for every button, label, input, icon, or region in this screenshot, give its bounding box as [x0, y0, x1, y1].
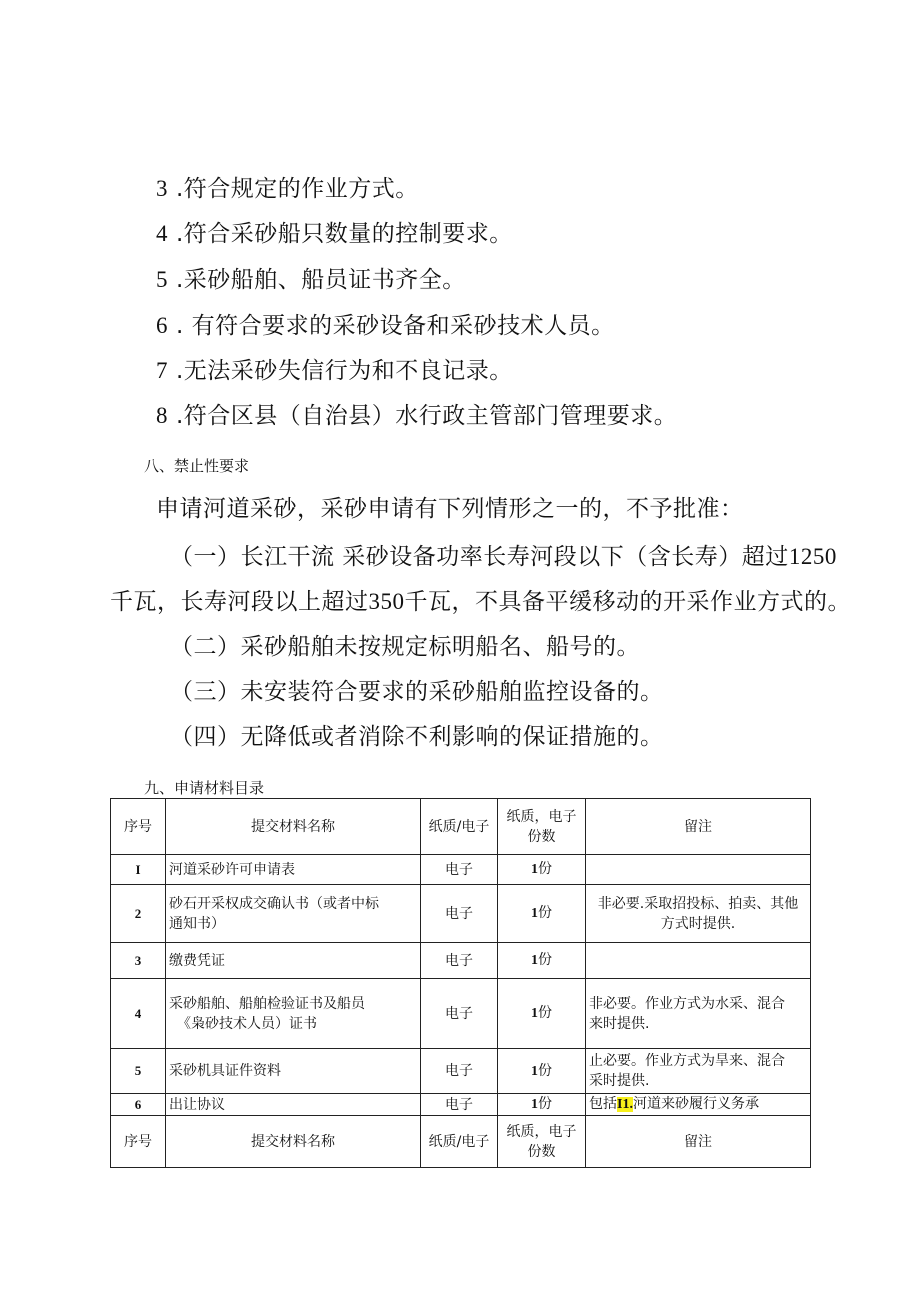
item-4 [156, 215, 513, 248]
row-count [498, 943, 586, 979]
item-number: 8 [156, 403, 168, 428]
section-8-intro: 申请河道采砂，采砂申请有下列情形之一的，不予批准： [156, 496, 744, 522]
item-text: . 有符合要求的采砂设备和采砂技术人员。 [176, 313, 615, 339]
row-count-unit: 份 [538, 952, 552, 968]
table-row [111, 855, 811, 885]
item-8 [156, 397, 677, 430]
row-remark [586, 855, 811, 885]
row-type: 电子 [421, 855, 498, 885]
row-count [498, 979, 586, 1049]
row-type: 电子 [421, 885, 498, 943]
para-number: 350 [368, 589, 405, 614]
row-name-line-2: 通知书） [169, 915, 225, 932]
table-row [111, 885, 811, 943]
item-6 [156, 307, 615, 340]
row-count-num: 1 [531, 1063, 538, 1079]
row-remark-highlight: I1. [617, 1097, 633, 1112]
row-type: 电子 [421, 1049, 498, 1094]
table-row [111, 1094, 811, 1116]
row-remark-post: 河道来砂履行义务承 [632, 1096, 759, 1112]
item-text: .符合规定的作业方式。 [176, 176, 419, 202]
section-8-para-2: （二）采砂船舶未按规定标明船名、船号的。 [170, 634, 640, 660]
row-type: 电子 [421, 979, 498, 1049]
row-remark-pre: 包括 [589, 1096, 617, 1112]
table-row [111, 943, 811, 979]
row-name-line-2: 《枭砂技术人员）证书 [177, 1015, 317, 1032]
row-seq: 6 [111, 1094, 166, 1116]
section-9-heading: 九、申请材料目录 [144, 779, 265, 797]
table-header-row-repeat [111, 1116, 811, 1168]
row-remark [586, 979, 811, 1049]
row-remark-line-2: 方式时提供. [660, 915, 736, 932]
header-name: 提交材料名称 [166, 1116, 421, 1168]
table-row [111, 979, 811, 1049]
header-seq: 序号 [111, 1116, 166, 1168]
row-name: 采砂机具证件资料 [166, 1049, 421, 1094]
row-count-num: 1 [531, 1097, 538, 1112]
header-count [498, 799, 586, 855]
item-number: 3 [156, 176, 168, 201]
section-8-para-1-line-1 [170, 538, 837, 571]
item-number: 5 [156, 267, 168, 292]
header-type: 纸质/电子 [421, 1116, 498, 1168]
section-8-para-1-line-2 [110, 583, 851, 616]
row-seq: 2 [111, 885, 166, 943]
row-name: 出让协议 [166, 1094, 421, 1116]
row-count-num: 1 [531, 906, 538, 921]
row-name-line-1: 砂石开采权成交确认书（或者中标 [169, 895, 379, 912]
row-count-unit: 份 [538, 1062, 552, 1079]
item-text: .采砂船舶、船员证书齐全。 [176, 267, 466, 293]
row-count-num: 1 [531, 862, 538, 877]
header-seq: 序号 [111, 799, 166, 855]
row-count [498, 855, 586, 885]
header-count-line-1: 纸质，电子 [506, 808, 577, 825]
item-3 [156, 170, 419, 203]
table-header-row [111, 799, 811, 855]
header-type: 纸质/电子 [421, 799, 498, 855]
row-remark [586, 943, 811, 979]
row-remark [586, 885, 811, 943]
row-remark [586, 1049, 811, 1094]
item-text: .符合采砂船只数量的控制要求。 [176, 221, 513, 247]
header-remark: 留注 [586, 799, 811, 855]
row-count-unit: 份 [538, 1005, 552, 1021]
row-seq: 4 [111, 979, 166, 1049]
header-count [498, 1116, 586, 1168]
item-text: .符合区县（自治县）水行政主管部门管理要求。 [176, 403, 678, 429]
materials-table [110, 798, 811, 1168]
header-count-line-1: 纸质，电子 [506, 1123, 577, 1140]
item-5 [156, 261, 466, 294]
header-name: 提交材料名称 [166, 799, 421, 855]
row-name: 缴费凭证 [166, 943, 421, 979]
para-text: （一）长江干流 采砂设备功率长寿河段以下（含长寿）超过 [170, 544, 789, 570]
header-count-line-2: 份数 [527, 1143, 556, 1160]
row-count-num: 1 [531, 1006, 538, 1021]
header-count-line-2: 份数 [527, 828, 556, 845]
row-remark-line-1: 止必要。作业方式为旱来、混合 [589, 1053, 785, 1069]
item-number: 4 [156, 221, 168, 246]
row-count-num: 1 [531, 953, 538, 968]
item-number: 6 [156, 313, 168, 338]
row-remark-line-2: 来时提供. [589, 1015, 650, 1032]
item-number: 7 [156, 358, 168, 383]
row-count-unit: 份 [538, 905, 552, 921]
row-count [498, 1049, 586, 1094]
section-8-para-4: （四）无降低或者消除不利影响的保证措施的。 [170, 724, 664, 750]
row-count-unit: 份 [538, 1096, 552, 1112]
row-count [498, 1094, 586, 1116]
table-row [111, 1049, 811, 1094]
section-8-para-3: （三）未安装符合要求的采砂船舶监控设备的。 [170, 679, 664, 705]
row-count [498, 885, 586, 943]
row-count-unit: 份 [538, 861, 552, 877]
row-remark-line-1: 非必要。作业方式为水采、混合 [589, 995, 785, 1012]
row-name [166, 885, 421, 943]
row-type: 电子 [421, 1094, 498, 1116]
para-text: 千瓦，不具备平缓移动的开采作业方式的。 [404, 589, 851, 615]
row-seq: 5 [111, 1049, 166, 1094]
para-text: 千瓦，长寿河段以上超过 [110, 589, 369, 615]
row-remark-line-1: 非必要.采取招投标、拍卖、其他 [597, 895, 799, 912]
row-name [166, 979, 421, 1049]
row-name-line-1: 采砂船舶、船舶检验证书及船员 [169, 995, 365, 1012]
row-remark [586, 1094, 811, 1116]
section-8-heading: 八、禁止性要求 [144, 457, 250, 475]
header-remark: 留注 [586, 1116, 811, 1168]
para-number: 1250 [788, 544, 837, 569]
item-text: .无法采砂失信行为和不良记录。 [176, 358, 513, 384]
item-7 [156, 352, 513, 385]
row-name: 河道采砂许可申请表 [166, 855, 421, 885]
row-type: 电子 [421, 943, 498, 979]
row-seq: 3 [111, 943, 166, 979]
row-seq: I [111, 855, 166, 885]
row-remark-line-2: 采时提供. [589, 1073, 650, 1089]
